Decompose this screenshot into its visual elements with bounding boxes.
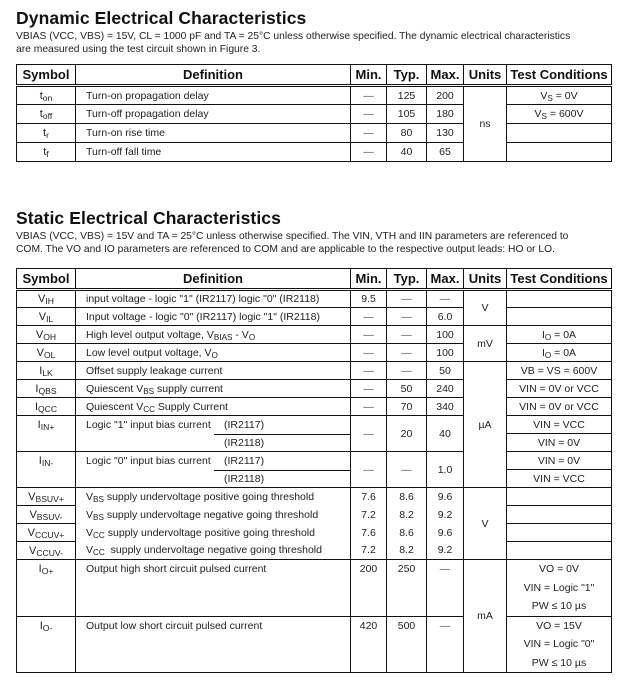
typ-cell: 8.2 bbox=[387, 506, 427, 524]
units-cell: mA bbox=[464, 560, 507, 673]
header-definition: Definition bbox=[76, 65, 351, 86]
max-cell: 130 bbox=[427, 124, 464, 143]
symbol-cell: $I_{QCC}$ bbox=[17, 398, 76, 416]
part-number-label: (IR2117) bbox=[224, 419, 265, 431]
max-cell: 9.2 bbox=[427, 506, 464, 524]
dynamic-intro bbox=[16, 31, 616, 56]
max-cell: 9.2 bbox=[427, 542, 464, 560]
header-test-conditions: Test Conditions bbox=[507, 269, 612, 290]
test-condition-cell: $I_O = 0A$ bbox=[507, 326, 612, 344]
part-number-label: (IR2118) bbox=[224, 436, 265, 449]
table-row bbox=[17, 616, 612, 673]
symbol-cell: $I_{IN-}$ bbox=[17, 452, 76, 488]
definition-cell: Offset supply leakage current bbox=[76, 362, 351, 380]
typ-cell: — bbox=[387, 326, 427, 344]
test-condition-cell: VIN = 0V bbox=[507, 434, 612, 452]
definition-cell: Low level output voltage, $V_O$ bbox=[76, 344, 351, 362]
typ-cell: 500 bbox=[387, 616, 427, 673]
definition-cell: Quiescent $V_{CC}$ Supply Current bbox=[76, 398, 351, 416]
test-condition-cell bbox=[507, 506, 612, 524]
typ-cell: 250 bbox=[387, 560, 427, 617]
min-cell: — bbox=[351, 124, 387, 143]
definition-cell: $V_{BS}$ supply undervoltage negative going threshold bbox=[76, 506, 351, 524]
header-max: Max. bbox=[427, 65, 464, 86]
units-cell: V bbox=[464, 290, 507, 326]
table-row bbox=[17, 416, 612, 434]
test-condition-cell: VIN = VCC bbox=[507, 470, 612, 488]
dynamic-characteristics-table bbox=[16, 64, 612, 162]
symbol-cell: $V_{IL}$ bbox=[17, 308, 76, 326]
table-row bbox=[17, 542, 612, 560]
definition-cell: input voltage - logic "1" (IR2117) logic "0" (IR2118) bbox=[76, 290, 351, 308]
min-cell: — bbox=[351, 344, 387, 362]
static-intro-line2: COM. The VO and IO parameters are referenced to COM and are applicable to the respective output leads: HO or LO. bbox=[16, 243, 555, 255]
symbol-cell: $V_{OH}$ bbox=[17, 326, 76, 344]
min-cell: — bbox=[351, 143, 387, 162]
typ-cell: 40 bbox=[387, 143, 427, 162]
symbol-cell: $V_{CCUV-}$ bbox=[17, 542, 76, 560]
min-cell: — bbox=[351, 362, 387, 380]
definition-cell: $V_{BS}$ supply undervoltage positive going threshold bbox=[76, 488, 351, 506]
part-number-label: (IR2117) bbox=[224, 455, 265, 467]
test-condition-cell: VO = 0V VIN = Logic "1" PW ≤ 10 µs bbox=[507, 560, 612, 617]
test-condition-cell: VB = VS = 600V bbox=[507, 362, 612, 380]
test-condition-cell bbox=[507, 488, 612, 506]
min-cell: — bbox=[351, 452, 387, 488]
table-row bbox=[17, 560, 612, 617]
table-row bbox=[17, 506, 612, 524]
max-cell: 1.0 bbox=[427, 452, 464, 488]
table-row bbox=[17, 326, 612, 344]
typ-cell: 80 bbox=[387, 124, 427, 143]
min-cell: 7.2 bbox=[351, 506, 387, 524]
definition-cell: High level output voltage, $V_{BIAS} - V_O$ bbox=[76, 326, 351, 344]
min-cell: — bbox=[351, 380, 387, 398]
table-row bbox=[17, 124, 612, 143]
typ-cell: 50 bbox=[387, 380, 427, 398]
max-cell: 6.0 bbox=[427, 308, 464, 326]
header-units: Units bbox=[464, 269, 507, 290]
test-condition-cell bbox=[507, 143, 612, 162]
typ-cell: — bbox=[387, 290, 427, 308]
table-header-row bbox=[17, 65, 612, 86]
symbol-cell: $I_{LK}$ bbox=[17, 362, 76, 380]
static-intro bbox=[16, 231, 616, 256]
definition-cell: Output high short circuit pulsed current bbox=[76, 560, 351, 617]
test-condition-cell bbox=[507, 290, 612, 308]
symbol-cell: $V_{CCUV+}$ bbox=[17, 524, 76, 542]
table-row bbox=[17, 434, 612, 452]
typ-cell: 70 bbox=[387, 398, 427, 416]
min-cell: 200 bbox=[351, 560, 387, 617]
table-row bbox=[17, 380, 612, 398]
static-section-title: Static Electrical Characteristics bbox=[16, 208, 281, 228]
min-cell: 7.2 bbox=[351, 542, 387, 560]
min-cell: — bbox=[351, 398, 387, 416]
test-condition-cell: VIN = 0V bbox=[507, 452, 612, 470]
dynamic-intro-line2: are measured using the test circuit shown in Figure 3. bbox=[16, 43, 261, 55]
typ-cell: — bbox=[387, 362, 427, 380]
dynamic-intro-line1: VBIAS (VCC, VBS) = 15V, CL = 1000 pF and TA = 25°C unless otherwise specified. The dynamic electrical characteristics bbox=[16, 31, 571, 42]
symbol-cell: $I_{QBS}$ bbox=[17, 380, 76, 398]
symbol-cell: $I_{O-}$ bbox=[17, 616, 76, 673]
units-cell: µA bbox=[464, 362, 507, 488]
table-row bbox=[17, 290, 612, 308]
table-row bbox=[17, 470, 612, 488]
units-cell: ns bbox=[464, 86, 507, 162]
definition-cell: Logic "1" input bias current (IR2117) bbox=[76, 416, 351, 434]
definition-cell: Quiescent $V_{BS}$ supply current bbox=[76, 380, 351, 398]
typ-cell: 8.6 bbox=[387, 524, 427, 542]
min-cell: 9.5 bbox=[351, 290, 387, 308]
max-cell: 50 bbox=[427, 362, 464, 380]
min-cell: — bbox=[351, 308, 387, 326]
symbol-cell: $t_{off}$ bbox=[17, 105, 76, 124]
table-row bbox=[17, 344, 612, 362]
symbol-cell: $V_{IH}$ bbox=[17, 290, 76, 308]
test-condition-cell bbox=[507, 524, 612, 542]
test-condition-cell: VIN = 0V or VCC bbox=[507, 398, 612, 416]
symbol-cell: $t_f$ bbox=[17, 143, 76, 162]
typ-cell: — bbox=[387, 308, 427, 326]
definition-cell: Turn-off fall time bbox=[76, 143, 351, 162]
table-row bbox=[17, 86, 612, 105]
typ-cell: 125 bbox=[387, 86, 427, 105]
definition-cell: Output low short circuit pulsed current bbox=[76, 616, 351, 673]
min-cell: — bbox=[351, 416, 387, 452]
definition-cell: Input voltage - logic "0" (IR2117) logic "1" (IR2118) bbox=[76, 308, 351, 326]
max-cell: 100 bbox=[427, 326, 464, 344]
header-symbol: Symbol bbox=[17, 65, 76, 86]
min-cell: 420 bbox=[351, 616, 387, 673]
max-cell: — bbox=[427, 616, 464, 673]
test-condition-cell: $I_O = 0A$ bbox=[507, 344, 612, 362]
definition-cell: Turn-off propagation delay bbox=[76, 105, 351, 124]
dynamic-section-title: Dynamic Electrical Characteristics bbox=[16, 8, 307, 28]
header-min: Min. bbox=[351, 269, 387, 290]
definition-cell bbox=[76, 434, 351, 452]
min-cell: 7.6 bbox=[351, 524, 387, 542]
typ-cell: 105 bbox=[387, 105, 427, 124]
max-cell: 100 bbox=[427, 344, 464, 362]
units-cell: V bbox=[464, 488, 507, 560]
symbol-cell: $I_{IN+}$ bbox=[17, 416, 76, 452]
test-condition-cell: VO = 15V VIN = Logic "0" PW ≤ 10 µs bbox=[507, 616, 612, 673]
max-cell: 200 bbox=[427, 86, 464, 105]
header-typ: Typ. bbox=[387, 269, 427, 290]
definition-cell bbox=[76, 470, 351, 488]
symbol-cell: $V_{OL}$ bbox=[17, 344, 76, 362]
units-cell: mV bbox=[464, 326, 507, 362]
definition-cell: Logic "0" input bias current (IR2117) bbox=[76, 452, 351, 470]
min-cell: — bbox=[351, 326, 387, 344]
min-cell: — bbox=[351, 105, 387, 124]
table-row bbox=[17, 524, 612, 542]
header-definition: Definition bbox=[76, 269, 351, 290]
max-cell: — bbox=[427, 560, 464, 617]
max-cell: 9.6 bbox=[427, 524, 464, 542]
table-row bbox=[17, 398, 612, 416]
definition-cell: Turn-on propagation delay bbox=[76, 86, 351, 105]
max-cell: 180 bbox=[427, 105, 464, 124]
max-cell: 40 bbox=[427, 416, 464, 452]
table-header-row bbox=[17, 269, 612, 290]
header-test-conditions: Test Conditions bbox=[507, 65, 612, 86]
table-row bbox=[17, 488, 612, 506]
table-row bbox=[17, 143, 612, 162]
max-cell: 340 bbox=[427, 398, 464, 416]
symbol-cell: $t_r$ bbox=[17, 124, 76, 143]
header-min: Min. bbox=[351, 65, 387, 86]
header-symbol: Symbol bbox=[17, 269, 76, 290]
definition-cell: $V_{CC}$ supply undervoltage positive going threshold bbox=[76, 524, 351, 542]
test-condition-cell: VIN = 0V or VCC bbox=[507, 380, 612, 398]
test-condition-cell: VIN = VCC bbox=[507, 416, 612, 434]
table-row bbox=[17, 452, 612, 470]
test-condition-cell bbox=[507, 124, 612, 143]
definition-cell: Turn-on rise time bbox=[76, 124, 351, 143]
typ-cell: 8.2 bbox=[387, 542, 427, 560]
min-cell: — bbox=[351, 86, 387, 105]
test-condition-cell: $V_S = 600V$ bbox=[507, 105, 612, 124]
symbol-cell: $I_{O+}$ bbox=[17, 560, 76, 617]
typ-cell: 20 bbox=[387, 416, 427, 452]
symbol-cell: $V_{BSUV+}$ bbox=[17, 488, 76, 506]
max-cell: — bbox=[427, 290, 464, 308]
max-cell: 65 bbox=[427, 143, 464, 162]
test-condition-cell: $V_S = 0V$ bbox=[507, 86, 612, 105]
part-number-label: (IR2118) bbox=[224, 472, 265, 485]
test-condition-cell bbox=[507, 542, 612, 560]
table-row bbox=[17, 308, 612, 326]
max-cell: 9.6 bbox=[427, 488, 464, 506]
table-row bbox=[17, 362, 612, 380]
typ-cell: — bbox=[387, 452, 427, 488]
table-row bbox=[17, 105, 612, 124]
min-cell: 7.6 bbox=[351, 488, 387, 506]
header-typ: Typ. bbox=[387, 65, 427, 86]
static-intro-line1: VBIAS (VCC, VBS) = 15V and TA = 25°C unless otherwise specified. The VIN, VTH and IIN parameters are referenced to bbox=[16, 231, 569, 242]
header-units: Units bbox=[464, 65, 507, 86]
test-condition-cell bbox=[507, 308, 612, 326]
typ-cell: — bbox=[387, 344, 427, 362]
max-cell: 240 bbox=[427, 380, 464, 398]
symbol-cell: $V_{BSUV-}$ bbox=[17, 506, 76, 524]
definition-cell: $V_{CC}$ supply undervoltage negative going threshold bbox=[76, 542, 351, 560]
static-characteristics-table bbox=[16, 268, 612, 673]
header-max: Max. bbox=[427, 269, 464, 290]
symbol-cell: $t_{on}$ bbox=[17, 86, 76, 105]
typ-cell: 8.6 bbox=[387, 488, 427, 506]
